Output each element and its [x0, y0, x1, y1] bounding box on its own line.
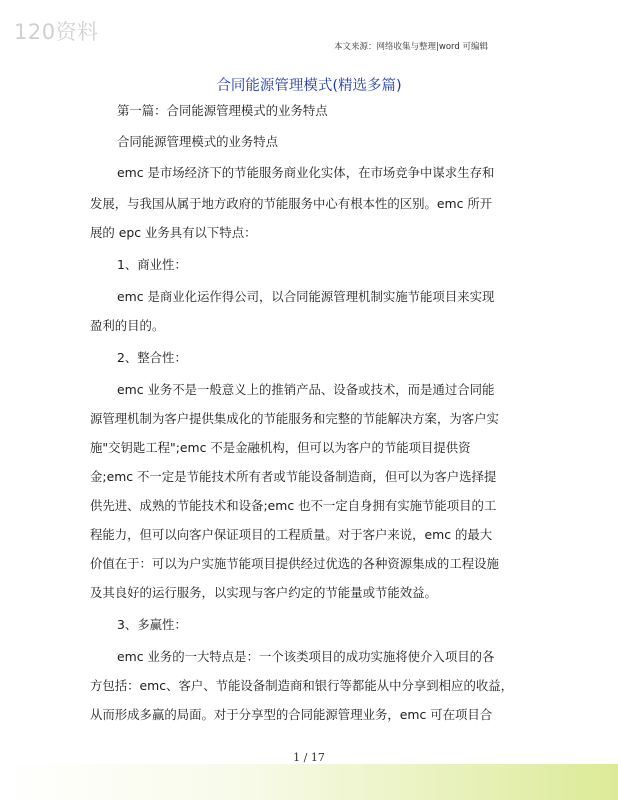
paragraph-line: 盈利的目的。 — [90, 318, 165, 333]
watermark-logo: 120资料 — [14, 20, 99, 44]
subheading: 合同能源管理模式的业务特点 — [117, 134, 279, 149]
paragraph-line: 发展，与我国从属于地方政府的节能服务中心有根本性的区别。emc 所开 — [90, 196, 493, 211]
source-note: 本文来源：网络收集与整理|word 可编辑 — [334, 42, 488, 52]
paragraph-line: 金;emc 不一定是节能技术所有者或节能设备制造商，但可以为客户选择提 — [90, 469, 497, 484]
paragraph-line: emc 是市场经济下的节能服务商业化实体，在市场竞争中谋求生存和 — [117, 165, 495, 180]
paragraph-line: 源管理机制为客户提供集成化的节能服务和完整的节能解决方案，为客户实 — [90, 411, 499, 426]
paragraph-line: 及其良好的运行服务，以实现与客户约定的节能量或节能效益。 — [90, 585, 437, 600]
paragraph-line: 供先进、成熟的节能技术和设备;emc 也不一定自身拥有实施节能项目的工 — [90, 498, 497, 513]
section-heading: 第一篇：合同能源管理模式的业务特点 — [117, 103, 328, 118]
list-heading: 1、商业性： — [117, 257, 187, 272]
page-number: 1 / 17 — [293, 751, 325, 764]
paragraph-line: 价值在于：可以为户实施节能项目提供经过优选的各种资源集成的工程设施 — [90, 556, 499, 571]
document-title: 合同能源管理模式(精选多篇) — [216, 78, 402, 94]
paragraph-line: 展的 epc 业务具有以下特点： — [90, 225, 257, 240]
paragraph-line: 程能力，但可以向客户保证项目的工程质量。对于客户来说，emc 的最大 — [90, 527, 493, 542]
paragraph-line: emc 业务不是一般意义上的推销产品、设备或技术，而是通过合同能 — [117, 382, 495, 397]
list-heading: 3、多赢性： — [117, 617, 187, 632]
paragraph-line: emc 业务的一大特点是：一个该类项目的成功实施将使介入项目的各 — [117, 649, 495, 664]
paragraph-line: emc 是商业化运作得公司，以合同能源管理机制实施节能项目来实现 — [117, 289, 495, 304]
paragraph-line: 方包括：emc、客户、节能设备制造商和银行等都能从中分享到相应的收益， — [90, 678, 514, 693]
list-heading: 2、整合性： — [117, 350, 187, 365]
footer-decoration — [0, 764, 618, 800]
paragraph-line: 施"交钥匙工程";emc 不是金融机构，但可以为客户的节能项目提供资 — [90, 440, 471, 455]
paragraph-line: 从而形成多赢的局面。对于分享型的合同能源管理业务，emc 可在项目合 — [90, 707, 493, 722]
